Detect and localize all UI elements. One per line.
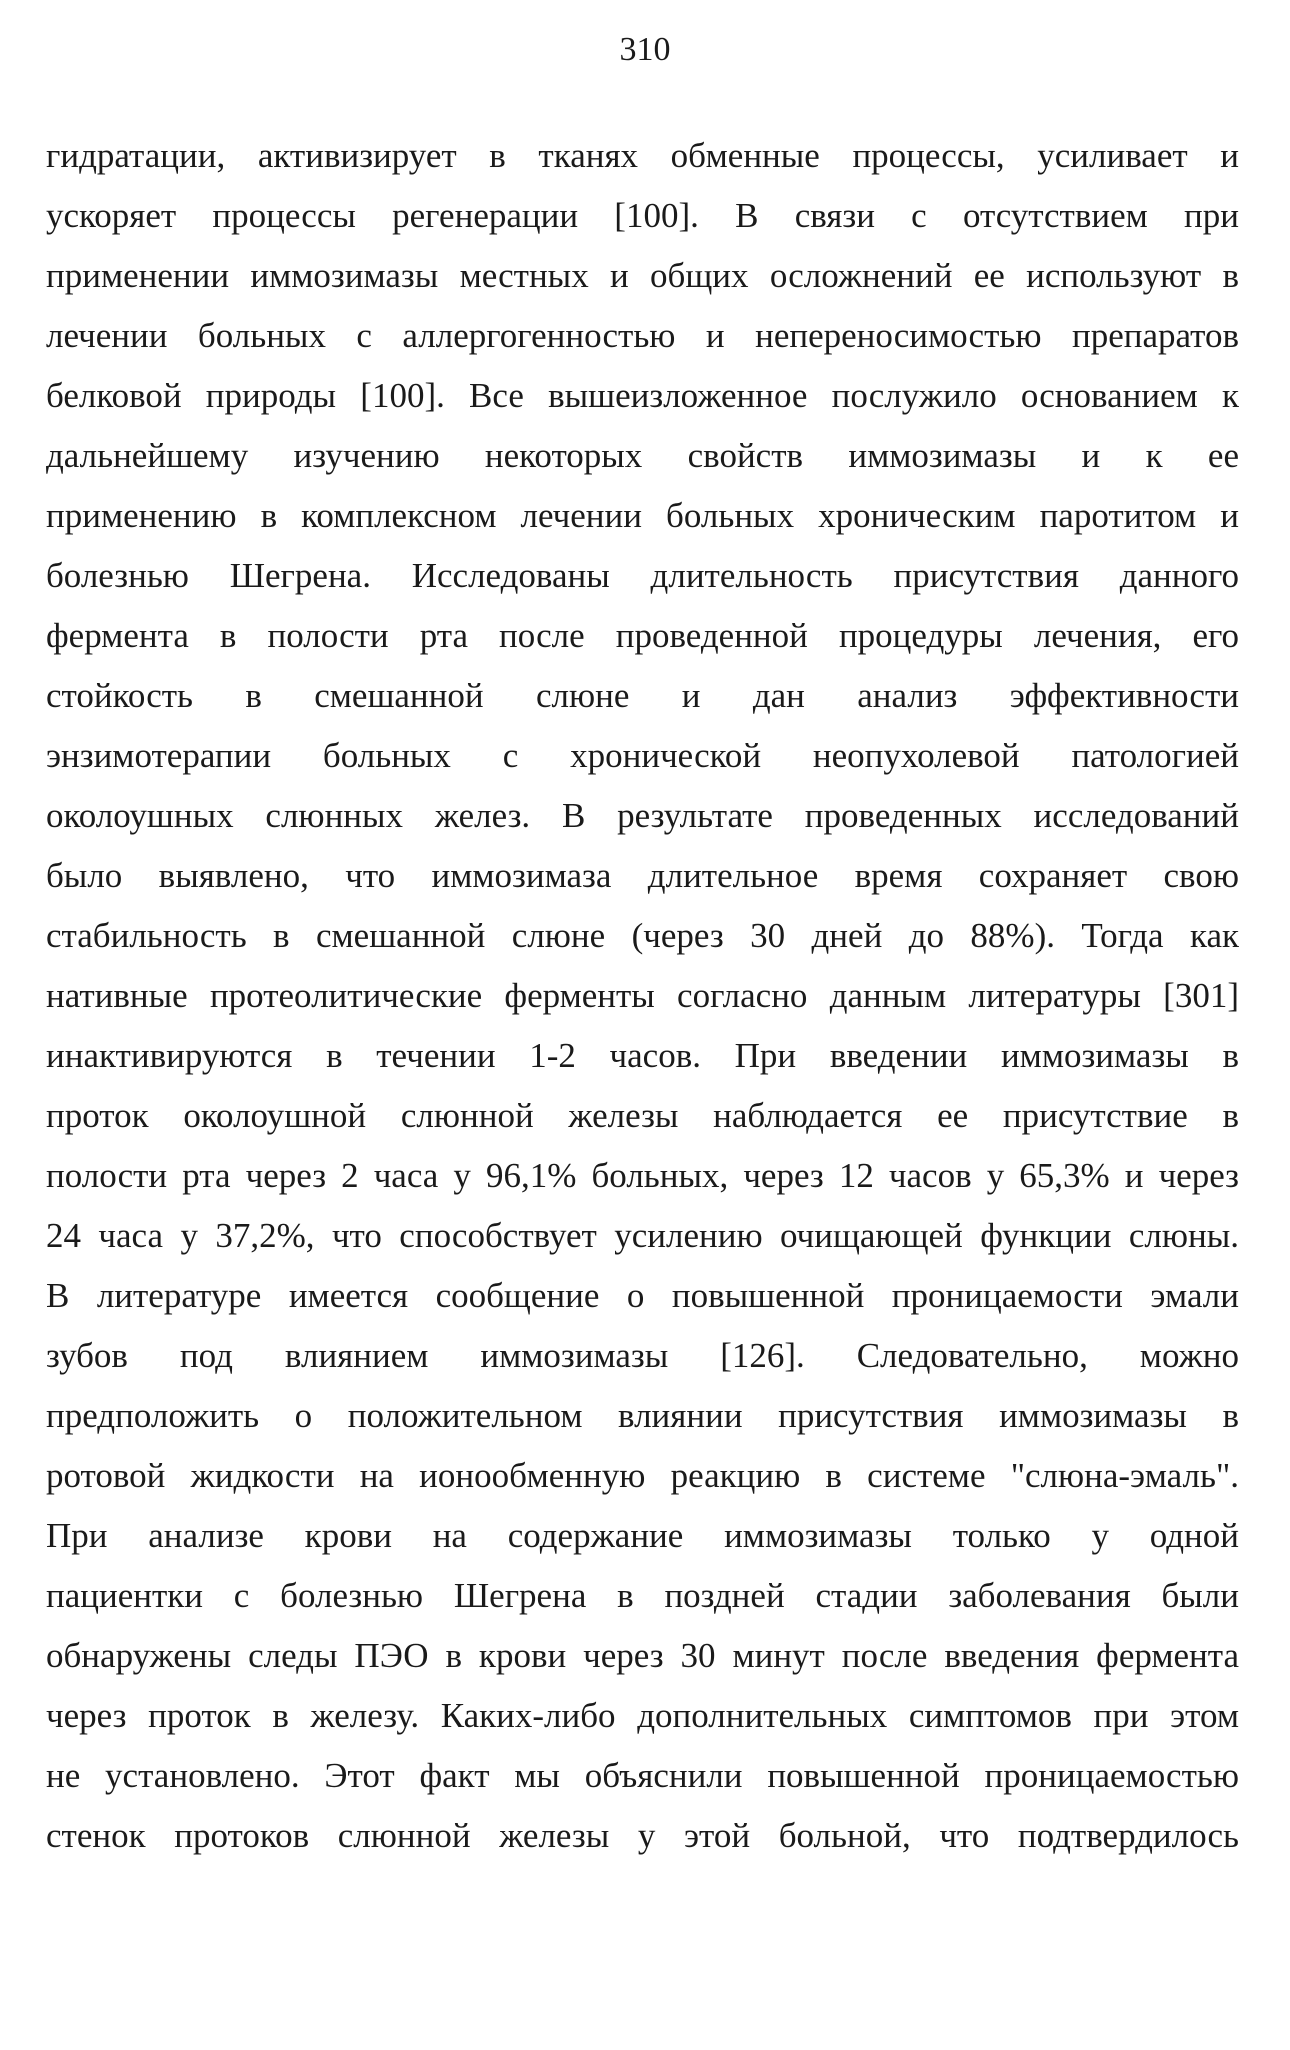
text-line: При анализе крови на содержание иммозимазы только у одной (46, 1516, 1239, 1555)
text-line: не установлено. Этот факт мы объяснили повышенной проницаемостью (46, 1756, 1239, 1795)
text-line: стабильность в смешанной слюне (через 30 дней до 88%). Тогда как (46, 916, 1239, 955)
text-line: инактивируются в течении 1-2 часов. При введении иммозимазы в (46, 1036, 1239, 1075)
text-line: ротовой жидкости на ионообменную реакцию в системе "слюна-эмаль". (46, 1456, 1239, 1495)
text-line: фермента в полости рта после проведенной процедуры лечения, его (46, 616, 1239, 655)
text-line: стойкость в смешанной слюне и дан анализ эффективности (46, 676, 1239, 715)
text-line: через проток в железу. Каких-либо дополнительных симптомов при этом (46, 1696, 1239, 1735)
text-line: предположить о положительном влиянии присутствия иммозимазы в (46, 1396, 1239, 1435)
text-line: зубов под влиянием иммозимазы [126]. Следовательно, можно (46, 1336, 1239, 1375)
text-line: полости рта через 2 часа у 96,1% больных, через 12 часов у 65,3% и через (46, 1156, 1239, 1195)
text-line: проток околоушной слюнной железы наблюдается ее присутствие в (46, 1096, 1239, 1135)
body-text (46, 126, 1239, 1866)
text-line: ускоряет процессы регенерации [100]. В связи с отсутствием при (46, 196, 1239, 235)
text-line: обнаружены следы ПЭО в крови через 30 минут после введения фермента (46, 1636, 1239, 1675)
text-line: околоушных слюнных желез. В результате проведенных исследований (46, 796, 1239, 835)
text-line: применении иммозимазы местных и общих осложнений ее используют в (46, 256, 1239, 295)
page-number: 310 (619, 31, 671, 68)
text-line: стенок протоков слюнной железы у этой больной, что подтвердилось (46, 1816, 1239, 1855)
text-line: лечении больных с аллергогенностью и непереносимостью препаратов (46, 316, 1239, 355)
text-line: В литературе имеется сообщение о повышенной проницаемости эмали (46, 1276, 1239, 1315)
text-line: пациентки с болезнью Шегрена в поздней стадии заболевания были (46, 1576, 1239, 1615)
text-line: белковой природы [100]. Все вышеизложенное послужило основанием к (46, 376, 1239, 415)
text-line: энзимотерапии больных с хронической неопухолевой патологией (46, 736, 1239, 775)
text-line: было выявлено, что иммозимаза длительное время сохраняет свою (46, 856, 1239, 895)
text-line: нативные протеолитические ферменты согласно данным литературы [301] (46, 976, 1239, 1015)
text-line: дальнейшему изучению некоторых свойств иммозимазы и к ее (46, 436, 1239, 475)
text-line: применению в комплексном лечении больных хроническим паротитом и (46, 496, 1239, 535)
text-line: 24 часа у 37,2%, что способствует усилению очищающей функции слюны. (46, 1216, 1239, 1255)
text-line: гидратации, активизирует в тканях обменные процессы, усиливает и (46, 136, 1239, 175)
text-line: болезнью Шегрена. Исследованы длительность присутствия данного (46, 556, 1239, 595)
